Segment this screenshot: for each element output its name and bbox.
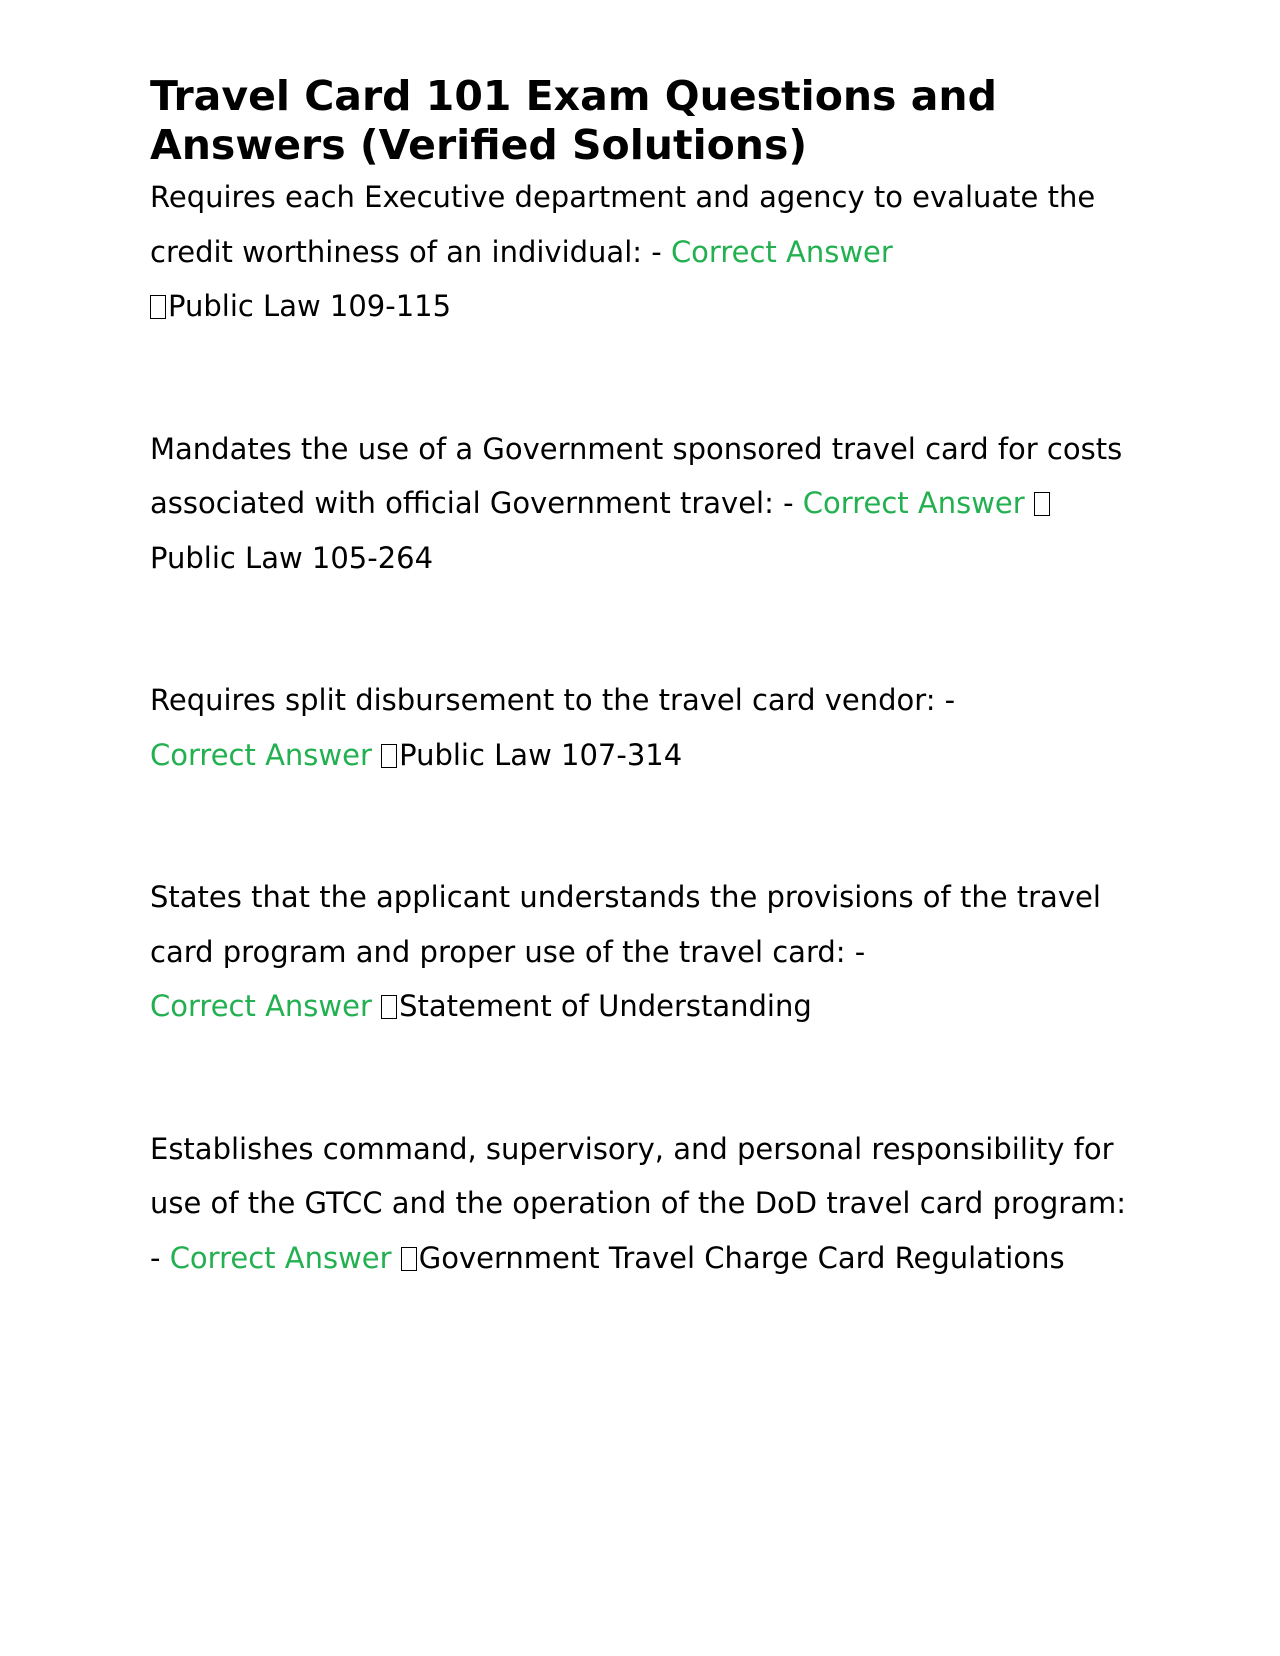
question-text: Requires each Executive department and agency to evaluate the credit worthiness of an individual: [150, 180, 1096, 269]
missing-glyph-icon [150, 295, 166, 319]
correct-answer-label: Correct Answer [150, 737, 372, 772]
correct-answer-label: Correct Answer [169, 1240, 392, 1275]
qa-item [150, 1122, 1130, 1286]
document-page [150, 72, 1130, 1285]
missing-glyph-icon [401, 1247, 417, 1271]
separator: - [845, 934, 866, 969]
correct-answer-label: Correct Answer [802, 486, 1025, 520]
missing-glyph-icon [381, 995, 397, 1019]
qa-item [150, 673, 1130, 782]
question-text: Mandates the use of a Government sponsored travel card for costs associated with official Government travel: [150, 431, 1123, 520]
qa-item [150, 170, 1130, 334]
answer-text: Public Law 105-264 [150, 540, 434, 575]
separator: - [935, 683, 956, 717]
question-text: Requires split disbursement to the travel card vendor: [150, 683, 936, 717]
correct-answer-label: Correct Answer [150, 989, 372, 1023]
answer-text: Government Travel Charge Card Regulations [418, 1240, 1065, 1275]
separator: - [773, 486, 803, 520]
document-title: Travel Card 101 Exam Questions and Answers (Verified Solutions) [150, 72, 997, 169]
missing-glyph-icon [381, 744, 397, 768]
separator: - [150, 1240, 170, 1275]
answer-text: Public Law 107-314 [399, 737, 683, 772]
missing-glyph-icon [1034, 492, 1050, 516]
question-text: Establishes command, supervisory, and personal responsibility for use of the GTCC and the operation of the DoD travel card program: [150, 1131, 1127, 1220]
separator: - [642, 234, 671, 269]
question-text: States that the applicant understands the provisions of the travel card program and proper use of the travel card: [150, 880, 1101, 969]
qa-item [150, 870, 1130, 1034]
qa-item [150, 422, 1130, 586]
answer-text: Statement of Understanding [399, 989, 812, 1023]
correct-answer-label: Correct Answer [670, 234, 893, 269]
answer-text: Public Law 109-115 [168, 289, 452, 323]
